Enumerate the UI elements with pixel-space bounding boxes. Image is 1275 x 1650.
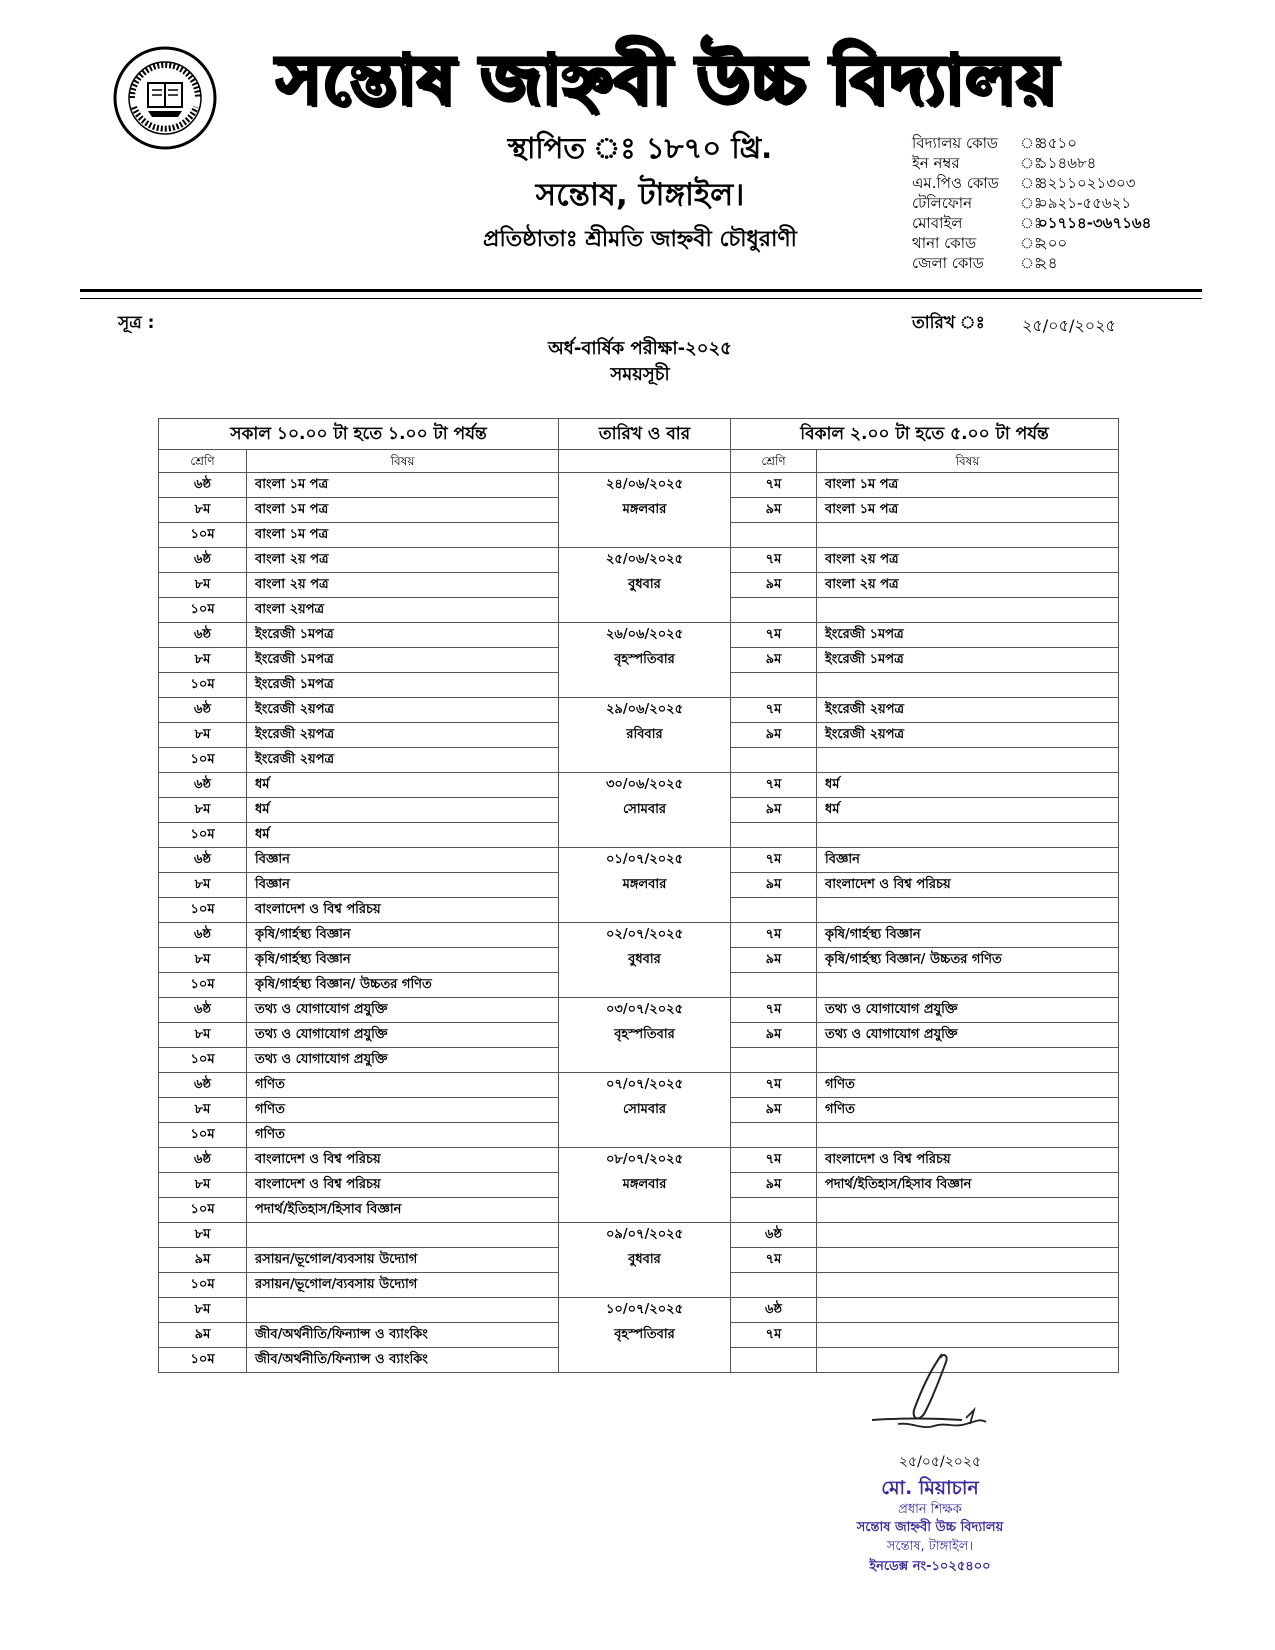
date-cell: মঙ্গলবার: [559, 873, 731, 898]
morning-class-cell: ১০ম: [159, 973, 247, 998]
established-year: স্থাপিত ঃ ১৮৭০ খ্রি.: [507, 131, 773, 165]
morning-class-cell: ১০ম: [159, 523, 247, 548]
code-row: [912, 173, 1212, 193]
table-row: [159, 848, 1119, 873]
morning-class-cell: ৮ম: [159, 1298, 247, 1323]
headmaster-name: মো. মিয়াচান: [881, 1477, 979, 1499]
morning-subject-cell: ইংরেজী ১মপত্র: [247, 623, 559, 648]
headmaster-signature: [862, 1348, 1012, 1444]
afternoon-subject-cell: বাংলা ১ম পত্র: [817, 473, 1119, 498]
morning-class-cell: ৮ম: [159, 648, 247, 673]
table-row: [159, 1198, 1119, 1223]
date-cell: ৩০/০৬/২০২৫: [559, 773, 731, 798]
morning-class-cell: ৬ষ্ঠ: [159, 1073, 247, 1098]
reference-label: সূত্র :: [118, 313, 155, 333]
afternoon-class-cell: ৭ম: [731, 773, 817, 798]
code-value: ০৯২১-৫৫৬২১: [1038, 194, 1132, 212]
founder-line: প্রতিষ্ঠাতাঃ শ্রীমতি জাহ্নবী চৌধুরাণী: [483, 227, 797, 252]
afternoon-subject-col: বিষয়: [817, 450, 1119, 473]
morning-subject-cell: বাংলা ১ম পত্র: [247, 473, 559, 498]
morning-class-cell: ৮ম: [159, 1098, 247, 1123]
morning-subject-cell: ধর্ম: [247, 773, 559, 798]
date-cell: রবিবার: [559, 723, 731, 748]
table-row: [159, 673, 1119, 698]
morning-class-cell: ৬ষ্ঠ: [159, 773, 247, 798]
code-row: [912, 233, 1212, 253]
table-row: [159, 623, 1119, 648]
date-cell: [559, 898, 731, 923]
morning-class-cell: ৮ম: [159, 573, 247, 598]
afternoon-subject-cell: ইংরেজী ১মপত্র: [817, 623, 1119, 648]
table-row: [159, 1073, 1119, 1098]
afternoon-subject-cell: বাংলা ১ম পত্র: [817, 498, 1119, 523]
afternoon-class-cell: ৭ম: [731, 1073, 817, 1098]
table-row: [159, 648, 1119, 673]
morning-subject-cell: কৃষি/গার্হস্থ্য বিজ্ঞান/ উচ্চতর গণিত: [247, 973, 559, 998]
afternoon-class-cell: ৬ষ্ঠ: [731, 1298, 817, 1323]
morning-subject-cell: বিজ্ঞান: [247, 848, 559, 873]
date-cell: মঙ্গলবার: [559, 1173, 731, 1198]
table-row: [159, 1148, 1119, 1173]
morning-subject-cell: ইংরেজী ২য়পত্র: [247, 698, 559, 723]
afternoon-subject-cell: [817, 1298, 1119, 1323]
morning-subject-cell: তথ্য ও যোগাযোগ প্রযুক্তি: [247, 998, 559, 1023]
afternoon-subject-cell: বাংলাদেশ ও বিশ্ব পরিচয়: [817, 1148, 1119, 1173]
code-row: [912, 153, 1212, 173]
afternoon-subject-cell: গণিত: [817, 1073, 1119, 1098]
afternoon-class-cell: ৬ষ্ঠ: [731, 1223, 817, 1248]
code-value: ০১৭১৪-৩৬৭১৬৪: [1038, 214, 1152, 232]
afternoon-subject-cell: ধর্ম: [817, 798, 1119, 823]
code-sep: ঃ: [1020, 254, 1043, 272]
afternoon-class-cell: [731, 898, 817, 923]
code-row: [912, 133, 1212, 153]
date-cell: ০৭/০৭/২০২৫: [559, 1073, 731, 1098]
morning-subject-cell: [247, 1298, 559, 1323]
date-cell: [559, 673, 731, 698]
morning-class-col: শ্রেণি: [159, 450, 247, 473]
afternoon-subject-cell: বাংলা ২য় পত্র: [817, 573, 1119, 598]
morning-class-cell: ৬ষ্ঠ: [159, 698, 247, 723]
morning-class-cell: ১০ম: [159, 598, 247, 623]
morning-subject-cell: বাংলাদেশ ও বিশ্ব পরিচয়: [247, 1173, 559, 1198]
afternoon-subject-cell: [817, 1248, 1119, 1273]
date-cell: সোমবার: [559, 798, 731, 823]
afternoon-class-cell: ৯ম: [731, 573, 817, 598]
school-logo-seal: [112, 45, 218, 151]
afternoon-class-cell: ৯ম: [731, 948, 817, 973]
morning-class-cell: ৯ম: [159, 1323, 247, 1348]
morning-class-cell: ১০ম: [159, 1348, 247, 1373]
date-cell: [559, 1048, 731, 1073]
afternoon-class-cell: ৭ম: [731, 998, 817, 1023]
morning-subject-cell: কৃষি/গার্হস্থ্য বিজ্ঞান: [247, 923, 559, 948]
afternoon-class-cell: ৭ম: [731, 923, 817, 948]
table-row: [159, 723, 1119, 748]
afternoon-subject-cell: বিজ্ঞান: [817, 848, 1119, 873]
morning-subject-cell: রসায়ন/ভূগোল/ব্যবসায় উদ্যোগ: [247, 1248, 559, 1273]
afternoon-class-cell: ৯ম: [731, 648, 817, 673]
afternoon-class-cell: ৭ম: [731, 698, 817, 723]
table-row: [159, 523, 1119, 548]
morning-class-cell: ১০ম: [159, 1198, 247, 1223]
code-row: [912, 193, 1212, 213]
morning-class-cell: ৮ম: [159, 948, 247, 973]
afternoon-subject-cell: [817, 673, 1119, 698]
code-row: [912, 253, 1212, 273]
morning-class-cell: ৮ম: [159, 723, 247, 748]
morning-class-cell: ১০ম: [159, 1123, 247, 1148]
afternoon-subject-cell: পদার্থ/ইতিহাস/হিসাব বিজ্ঞান: [817, 1173, 1119, 1198]
date-cell: ২৪/০৬/২০২৫: [559, 473, 731, 498]
date-cell: ২৫/০৬/২০২৫: [559, 548, 731, 573]
date-col-blank: [559, 450, 731, 473]
table-row: [159, 1173, 1119, 1198]
code-label: থানা কোড: [912, 234, 977, 252]
table-row: [159, 548, 1119, 573]
code-sep: ঃ: [1020, 134, 1043, 152]
morning-class-cell: ১০ম: [159, 673, 247, 698]
date-cell: ২৬/০৬/২০২৫: [559, 623, 731, 648]
code-value: ১১৪৬৮৪: [1038, 154, 1097, 172]
afternoon-subject-cell: তথ্য ও যোগাযোগ প্রযুক্তি: [817, 998, 1119, 1023]
stamp-index-number: ইনডেক্স নং-১০২৫৪০০: [869, 1559, 991, 1574]
date-cell: ০৮/০৭/২০২৫: [559, 1148, 731, 1173]
morning-class-cell: ৬ষ্ঠ: [159, 623, 247, 648]
morning-class-cell: ১০ম: [159, 1273, 247, 1298]
date-cell: সোমবার: [559, 1098, 731, 1123]
afternoon-class-cell: [731, 1048, 817, 1073]
afternoon-class-col: শ্রেণি: [731, 450, 817, 473]
table-row: [159, 748, 1119, 773]
morning-subject-cell: ধর্ম: [247, 823, 559, 848]
afternoon-subject-cell: [817, 523, 1119, 548]
morning-class-cell: ৬ষ্ঠ: [159, 473, 247, 498]
table-row: [159, 923, 1119, 948]
table-row: [159, 1298, 1119, 1323]
afternoon-class-cell: ৭ম: [731, 1148, 817, 1173]
code-value: ২৪: [1038, 254, 1058, 272]
code-value: ২০০: [1038, 234, 1068, 252]
school-location: সন্তোষ, টাঙ্গাইল।: [535, 177, 745, 213]
table-row: [159, 1323, 1119, 1348]
morning-subject-cell: ইংরেজী ২য়পত্র: [247, 723, 559, 748]
morning-subject-col: বিষয়: [247, 450, 559, 473]
date-cell: [559, 1123, 731, 1148]
morning-class-cell: ৬ষ্ঠ: [159, 923, 247, 948]
afternoon-subject-cell: ধর্ম: [817, 773, 1119, 798]
afternoon-class-cell: [731, 748, 817, 773]
afternoon-subject-cell: [817, 1048, 1119, 1073]
afternoon-subject-cell: ইংরেজী ১মপত্র: [817, 648, 1119, 673]
afternoon-class-cell: ৯ম: [731, 873, 817, 898]
date-cell: ০২/০৭/২০২৫: [559, 923, 731, 948]
afternoon-class-cell: ৭ম: [731, 623, 817, 648]
morning-class-cell: ৬ষ্ঠ: [159, 998, 247, 1023]
morning-class-cell: ৬ষ্ঠ: [159, 548, 247, 573]
school-codes: [912, 133, 1212, 273]
table-row: [159, 498, 1119, 523]
date-value: ২৫/০৫/২০২৫: [1022, 316, 1116, 335]
date-cell: ০১/০৭/২০২৫: [559, 848, 731, 873]
code-row: [912, 213, 1212, 233]
date-cell: বুধবার: [559, 1248, 731, 1273]
exam-routine-table: [158, 418, 1119, 1373]
morning-class-cell: ৮ম: [159, 1223, 247, 1248]
afternoon-class-cell: ৯ম: [731, 1173, 817, 1198]
date-cell: বুধবার: [559, 948, 731, 973]
table-row: [159, 798, 1119, 823]
afternoon-subject-cell: [817, 598, 1119, 623]
morning-subject-cell: রসায়ন/ভূগোল/ব্যবসায় উদ্যোগ: [247, 1273, 559, 1298]
morning-subject-cell: বাংলা ২য়পত্র: [247, 598, 559, 623]
header-divider-thick: [80, 289, 1202, 292]
schedule-title: সময়সূচী: [610, 364, 670, 385]
signature-date: ২৫/০৫/২০২৫: [898, 1454, 982, 1470]
table-header-row: [159, 419, 1119, 450]
table-row: [159, 473, 1119, 498]
code-sep: ঃ: [1020, 234, 1043, 252]
afternoon-subject-cell: ইংরেজী ২য়পত্র: [817, 723, 1119, 748]
afternoon-subject-cell: [817, 1273, 1119, 1298]
afternoon-class-cell: [731, 973, 817, 998]
date-cell: বৃহস্পতিবার: [559, 1023, 731, 1048]
morning-subject-cell: বাংলা ১ম পত্র: [247, 498, 559, 523]
stamp-location: সন্তোষ, টাঙ্গাইল।: [886, 1539, 974, 1554]
table-row: [159, 573, 1119, 598]
table-row: [159, 1048, 1119, 1073]
table-row: [159, 823, 1119, 848]
morning-subject-cell: ধর্ম: [247, 798, 559, 823]
afternoon-class-cell: ৭ম: [731, 848, 817, 873]
date-label: তারিখ ঃ: [912, 313, 985, 333]
afternoon-class-cell: ৭ম: [731, 1248, 817, 1273]
date-cell: বৃহস্পতিবার: [559, 648, 731, 673]
afternoon-subject-cell: [817, 823, 1119, 848]
morning-subject-cell: তথ্য ও যোগাযোগ প্রযুক্তি: [247, 1048, 559, 1073]
table-row: [159, 873, 1119, 898]
afternoon-subject-cell: [817, 1123, 1119, 1148]
afternoon-class-cell: [731, 1198, 817, 1223]
afternoon-class-cell: [731, 523, 817, 548]
code-sep: ঃ: [1020, 214, 1043, 232]
afternoon-class-cell: ৯ম: [731, 798, 817, 823]
morning-subject-cell: পদার্থ/ইতিহাস/হিসাব বিজ্ঞান: [247, 1198, 559, 1223]
morning-subject-cell: গণিত: [247, 1073, 559, 1098]
morning-class-cell: ৬ষ্ঠ: [159, 848, 247, 873]
date-cell: [559, 823, 731, 848]
afternoon-subject-cell: কৃষি/গার্হস্থ্য বিজ্ঞান/ উচ্চতর গণিত: [817, 948, 1119, 973]
afternoon-subject-cell: গণিত: [817, 1098, 1119, 1123]
afternoon-class-cell: [731, 823, 817, 848]
morning-class-cell: ৮ম: [159, 498, 247, 523]
morning-subject-cell: বাংলা ২য় পত্র: [247, 573, 559, 598]
code-label: টেলিফোন: [912, 194, 973, 212]
date-cell: [559, 1348, 731, 1373]
date-cell: [559, 973, 731, 998]
code-label: ইন নম্বর: [912, 154, 960, 172]
afternoon-subject-cell: ইংরেজী ২য়পত্র: [817, 698, 1119, 723]
table-row: [159, 1123, 1119, 1148]
afternoon-class-cell: [731, 1348, 817, 1373]
afternoon-class-cell: ৯ম: [731, 1098, 817, 1123]
date-cell: বুধবার: [559, 573, 731, 598]
table-row: [159, 948, 1119, 973]
afternoon-class-cell: [731, 1123, 817, 1148]
table-row: [159, 1248, 1119, 1273]
table-row: [159, 698, 1119, 723]
code-sep: ঃ: [1020, 154, 1043, 172]
afternoon-subject-cell: [817, 1323, 1119, 1348]
afternoon-subject-cell: বাংলা ২য় পত্র: [817, 548, 1119, 573]
date-cell: ২৯/০৬/২০২৫: [559, 698, 731, 723]
afternoon-class-cell: ৯ম: [731, 498, 817, 523]
morning-subject-cell: জীব/অর্থনীতি/ফিন্যান্স ও ব্যাংকিং: [247, 1323, 559, 1348]
morning-subject-cell: জীব/অর্থনীতি/ফিন্যান্স ও ব্যাংকিং: [247, 1348, 559, 1373]
afternoon-subject-cell: [817, 898, 1119, 923]
afternoon-subject-cell: [817, 1198, 1119, 1223]
code-sep: ঃ: [1020, 194, 1043, 212]
morning-subject-cell: গণিত: [247, 1098, 559, 1123]
code-value: ৪২১১০২১৩০৩: [1038, 174, 1136, 192]
morning-session-header: সকাল ১০.০০ টা হতে ১.০০ টা পর্যন্ত: [159, 419, 559, 450]
afternoon-subject-cell: কৃষি/গার্হস্থ্য বিজ্ঞান: [817, 923, 1119, 948]
morning-subject-cell: বাংলাদেশ ও বিশ্ব পরিচয়: [247, 898, 559, 923]
afternoon-class-cell: ৭ম: [731, 1323, 817, 1348]
afternoon-class-cell: ৭ম: [731, 548, 817, 573]
date-cell: ০৯/০৭/২০২৫: [559, 1223, 731, 1248]
date-cell: মঙ্গলবার: [559, 498, 731, 523]
morning-class-cell: ১০ম: [159, 898, 247, 923]
code-label: এম.পিও কোড: [912, 174, 999, 192]
afternoon-subject-cell: তথ্য ও যোগাযোগ প্রযুক্তি: [817, 1023, 1119, 1048]
table-row: [159, 1223, 1119, 1248]
afternoon-subject-cell: [817, 1223, 1119, 1248]
morning-class-cell: ১০ম: [159, 1048, 247, 1073]
code-sep: ঃ: [1020, 174, 1043, 192]
morning-class-cell: ৮ম: [159, 798, 247, 823]
morning-subject-cell: গণিত: [247, 1123, 559, 1148]
date-cell: [559, 748, 731, 773]
date-cell: ১০/০৭/২০২৫: [559, 1298, 731, 1323]
morning-class-cell: ৮ম: [159, 1023, 247, 1048]
morning-class-cell: ৮ম: [159, 1173, 247, 1198]
afternoon-subject-cell: [817, 748, 1119, 773]
afternoon-class-cell: [731, 673, 817, 698]
afternoon-class-cell: [731, 598, 817, 623]
morning-class-cell: ১০ম: [159, 748, 247, 773]
morning-subject-cell: [247, 1223, 559, 1248]
date-cell: ০৩/০৭/২০২৫: [559, 998, 731, 1023]
stamp-school-name: সন্তোষ জাহ্নবী উচ্চ বিদ্যালয়: [856, 1520, 1004, 1535]
date-cell: [559, 1273, 731, 1298]
afternoon-subject-cell: [817, 973, 1119, 998]
date-day-header: তারিখ ও বার: [559, 419, 731, 450]
morning-class-cell: ৯ম: [159, 1248, 247, 1273]
date-cell: বৃহস্পতিবার: [559, 1323, 731, 1348]
school-name: সন্তোষ জাহ্নবী উচ্চ বিদ্যালয়: [276, 41, 1058, 120]
code-value: ৪৫১০: [1038, 134, 1077, 152]
morning-class-cell: ৬ষ্ঠ: [159, 1148, 247, 1173]
morning-subject-cell: কৃষি/গার্হস্থ্য বিজ্ঞান: [247, 948, 559, 973]
table-row: [159, 598, 1119, 623]
table-subheader-row: [159, 450, 1119, 473]
morning-subject-cell: বিজ্ঞান: [247, 873, 559, 898]
afternoon-class-cell: [731, 1273, 817, 1298]
morning-subject-cell: তথ্য ও যোগাযোগ প্রযুক্তি: [247, 1023, 559, 1048]
table-row: [159, 1023, 1119, 1048]
exam-title: অর্ধ-বার্ষিক পরীক্ষা-২০২৫: [548, 338, 732, 359]
afternoon-class-cell: ৯ম: [731, 723, 817, 748]
morning-subject-cell: বাংলা ১ম পত্র: [247, 523, 559, 548]
afternoon-class-cell: ৯ম: [731, 1023, 817, 1048]
code-label: মোবাইল: [912, 214, 963, 232]
afternoon-session-header: বিকাল ২.০০ টা হতে ৫.০০ টা পর্যন্ত: [731, 419, 1119, 450]
header-divider-thin: [80, 298, 1202, 299]
headmaster-title: প্রধান শিক্ষক: [898, 1502, 962, 1517]
morning-subject-cell: ইংরেজী ১মপত্র: [247, 673, 559, 698]
table-row: [159, 898, 1119, 923]
morning-class-cell: ৮ম: [159, 873, 247, 898]
morning-class-cell: ১০ম: [159, 823, 247, 848]
date-cell: [559, 1198, 731, 1223]
morning-subject-cell: ইংরেজী ২য়পত্র: [247, 748, 559, 773]
table-row: [159, 998, 1119, 1023]
table-row: [159, 1273, 1119, 1298]
code-label: জেলা কোড: [912, 254, 984, 272]
code-label: বিদ্যালয় কোড: [912, 134, 998, 152]
afternoon-class-cell: ৭ম: [731, 473, 817, 498]
date-cell: [559, 598, 731, 623]
morning-subject-cell: বাংলা ২য় পত্র: [247, 548, 559, 573]
morning-subject-cell: বাংলাদেশ ও বিশ্ব পরিচয়: [247, 1148, 559, 1173]
table-row: [159, 1098, 1119, 1123]
date-cell: [559, 523, 731, 548]
afternoon-subject-cell: বাংলাদেশ ও বিশ্ব পরিচয়: [817, 873, 1119, 898]
table-row: [159, 773, 1119, 798]
morning-subject-cell: ইংরেজী ১মপত্র: [247, 648, 559, 673]
table-row: [159, 973, 1119, 998]
